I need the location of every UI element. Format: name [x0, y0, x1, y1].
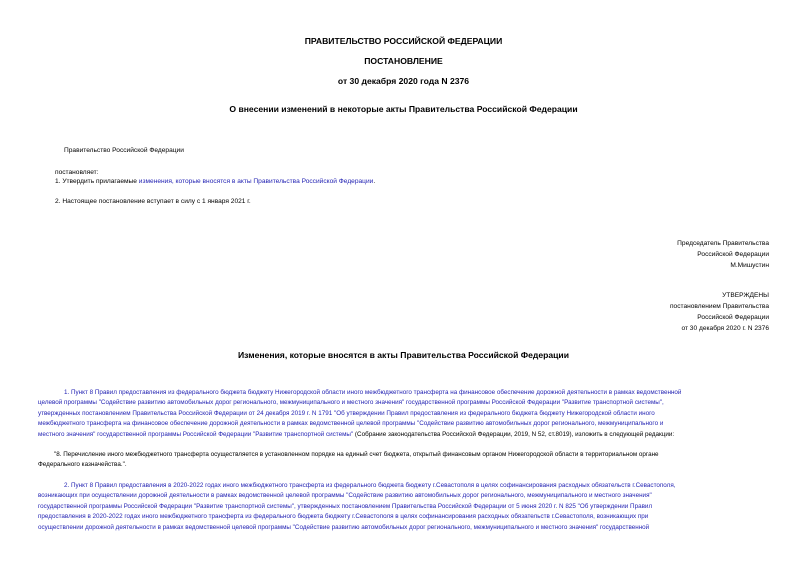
- paragraph-1-line-2[interactable]: целевой программы "Содействие развитию автомобильных дорог регионального, межмуниципального и местного значения" государственной программы Российской Федерации "Развитие транспортной системы",: [38, 399, 664, 407]
- approval-block: [670, 290, 769, 334]
- document-date: от 30 декабря 2020 года N 2376: [337, 76, 470, 86]
- approval-line-1: УТВЕРЖДЕНЫ: [722, 292, 769, 299]
- item-1: [55, 177, 375, 187]
- changes-link[interactable]: изменения, которые вносятся в акты Правительства Российской Федерации: [138, 178, 374, 185]
- changes-paragraph-3: [38, 481, 769, 533]
- decides-label: постановляет:: [55, 169, 99, 176]
- approval-line-3: Российской Федерации: [697, 314, 769, 321]
- paragraph-3-line-2[interactable]: возникающих при осуществлении дорожной деятельности в рамках ведомственной целевой программы "Содействие развитию автомобильных дорог регионального, межмуниципального и местного значения": [38, 492, 652, 500]
- signature-line-1: Председатель Правительства: [677, 240, 769, 247]
- paragraph-3-line-1[interactable]: 2. Пункт 8 Правил предоставления в 2020-2022 годах иного межбюджетного трансферта из федерального бюджета бюджету г.Севастополя в целях софинансирования расходных обязательств г.Севастополя,: [64, 482, 676, 489]
- approval-line-2: постановлением Правительства: [669, 303, 769, 310]
- paragraph-3-line-4[interactable]: предоставления в 2020-2022 годах иного межбюджетного трансферта из федерального бюджета бюджету г.Севастополя в целях софинансирования расходных обязательств г.Севастополя, возникающих при: [38, 513, 649, 521]
- approval-line-4: от 30 декабря 2020 г. N 2376: [681, 325, 769, 332]
- changes-paragraph-2: [38, 450, 769, 471]
- paragraph-1-line-1[interactable]: 1. Пункт 8 Правил предоставления из федерального бюджета бюджету Нижегородской области иного межбюджетного трансферта на финансовое обеспечение дорожной деятельности в рамках ведомственной: [64, 389, 682, 396]
- item-1-prefix: 1. Утвердить прилагаемые: [55, 178, 139, 185]
- signature-line-2: Российской Федерации: [697, 251, 769, 258]
- signature-line-3: М.Мишустин: [730, 262, 769, 269]
- changes-title: Изменения, которые вносятся в акты Правительства Российской Федерации: [237, 350, 569, 360]
- item-2: 2. Настоящее постановление вступает в силу с 1 января 2021 г.: [55, 198, 251, 205]
- paragraph-1-line-5-rest: (Собрание законодательства Российской Федерации, 2019, N 52, ст.8019), изложить в следующей редакции:: [353, 430, 675, 438]
- government-name: Правительство Российской Федерации: [64, 147, 184, 154]
- signature-block: [677, 238, 769, 271]
- document-subject: О внесении изменений в некоторые акты Правительства Российской Федерации: [229, 104, 578, 114]
- paragraph-1-line-3[interactable]: утвержденных постановлением Правительства Российской Федерации от 24 декабря 2019 г. N 1791 "Об утверждении Правил предоставления из федерального бюджета бюджету Нижегородской области иного: [38, 409, 655, 417]
- paragraph-2-line-1: "8. Перечисление иного межбюджетного трансферта осуществляется в установленном порядке на единый счет бюджета, открытый финансовым органом Нижегородской области в территориальном органе: [54, 451, 659, 458]
- item-1-suffix: .: [373, 178, 376, 185]
- document-type: ПОСТАНОВЛЕНИЕ: [364, 56, 443, 66]
- paragraph-3-line-3[interactable]: государственной программы Российской Федерации "Развитие транспортной системы", утвержденных постановлением Правительства Российской Федерации от 5 июня 2020 г. N 825 "Об утверждении Правил: [38, 502, 653, 510]
- government-heading: ПРАВИТЕЛЬСТВО РОССИЙСКОЙ ФЕДЕРАЦИИ: [304, 36, 503, 46]
- paragraph-1-line-4[interactable]: межбюджетного трансферта на финансовое обеспечение дорожной деятельности в рамках ведомственной целевой программы "Содействие развитию автомобильных дорог регионального, межмуниципального и: [38, 420, 664, 428]
- paragraph-1-line-5-link[interactable]: местного значения" государственной программы Российской Федерации "Развитие транспортной системы": [38, 430, 354, 438]
- paragraph-2-line-2: Федерального казначейства.".: [38, 461, 127, 469]
- paragraph-3-line-5[interactable]: осуществлении дорожной деятельности в рамках ведомственной целевой программы "Содействие развитию автомобильных дорог регионального, межмуниципального и местного значения" государственной: [38, 523, 650, 531]
- paragraph-1-line-5: [38, 430, 769, 440]
- changes-paragraph-1: [38, 388, 769, 440]
